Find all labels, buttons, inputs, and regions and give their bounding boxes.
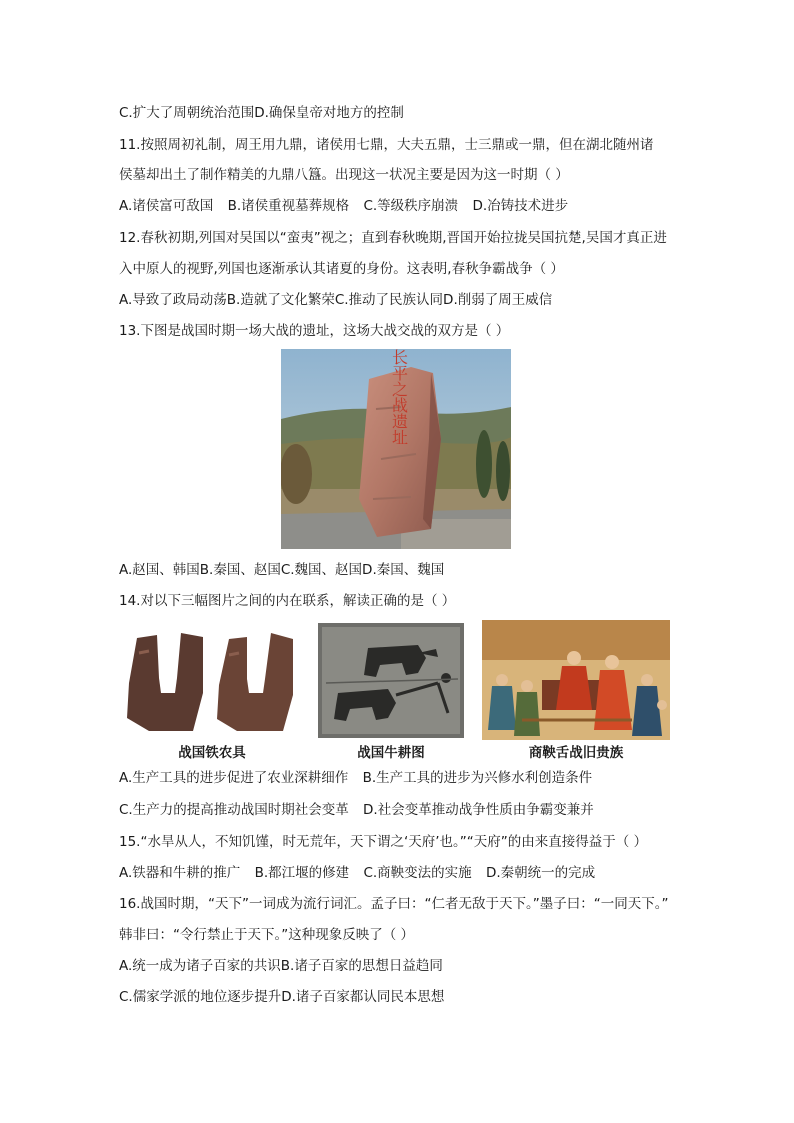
q11-stem-line2: 侯墓却出土了制作精美的九鼎八簋。出现这一状况主要是因为这一时期（ ）: [119, 167, 569, 183]
stele-inscription: 长平之战遗址: [389, 349, 409, 445]
q14-option-a: A.生产工具的进步促进了农业深耕细作: [119, 770, 349, 786]
q11-option-b: B.诸侯重视墓葬规格: [227, 198, 350, 214]
iron-farm-tools-photo: [119, 623, 305, 738]
q11-option-c: C.等级秩序崩溃: [363, 198, 459, 214]
iron-tools-caption: 战国铁农具: [178, 745, 246, 760]
q14-option-d: D.社会变革推动战争性质由争霸变兼并: [363, 802, 594, 818]
ox-plowing-caption: 战国牛耕图: [357, 745, 425, 760]
q14-option-c: C.生产力的提高推动战国时期社会变革: [119, 802, 349, 818]
q11-stem-line1: 11.按照周初礼制，周王用九鼎，诸侯用七鼎，大夫五鼎，士三鼎或一鼎，但在湖北随州诸: [119, 137, 654, 153]
shang-yang-caption: 商鞅舌战旧贵族: [528, 745, 624, 760]
q16-options-line1: A.统一成为诸子百家的共识B.诸子百家的思想日益趋同: [119, 958, 443, 974]
q14-option-b: B.生产工具的进步为兴修水利创造条件: [362, 770, 593, 786]
changping-battle-site-photo: [281, 349, 511, 549]
shang-yang-debate-painting: [482, 620, 670, 740]
q15-option-d: D.秦朝统一的完成: [485, 865, 596, 881]
q14-stem: 14.对以下三幅图片之间的内在联系，解读正确的是（ ）: [119, 593, 456, 609]
q12-stem-line1: 12.春秋初期,列国对吴国以“蛮夷”视之；直到春秋晚期,晋国开始拉拢吴国抗楚,吴国才真正进: [119, 230, 667, 246]
q16-stem-line1: 16.战国时期，“天下”一词成为流行词汇。孟子曰：“仁者无敌于天下。”墨子曰：“一同天下。”: [119, 896, 669, 912]
q15-option-b: B.都江堰的修建: [254, 865, 350, 881]
q13-stem: 13.下图是战国时期一场大战的遗址，这场大战交战的双方是（ ）: [119, 323, 510, 339]
q15-stem: 15.“水旱从人，不知饥馑，时无荒年，天下谓之‘天府’也。”“天府”的由来直接得益于（ ）: [119, 834, 648, 850]
ox-plowing-relief-photo: [318, 623, 464, 738]
q10-options-tail: C.扩大了周朝统治范围D.确保皇帝对地方的控制: [119, 105, 404, 121]
q12-stem-line2: 入中原人的视野,列国也逐渐承认其诸夏的身份。这表明,春秋争霸战争（ ）: [119, 261, 564, 277]
q15-option-c: C.商鞅变法的实施: [363, 865, 472, 881]
q13-options: A.赵国、韩国B.秦国、赵国C.魏国、赵国D.秦国、魏国: [119, 562, 445, 578]
q14-options-cd: [119, 801, 604, 819]
q15-option-a: A.铁器和牛耕的推广: [119, 865, 241, 881]
q11-option-d: D.冶铸技术进步: [472, 198, 569, 214]
q12-options: A.导致了政局动荡B.造就了文化繁荣C.推动了民族认同D.削弱了周王威信: [119, 292, 553, 308]
q11-option-a: A.诸侯富可敌国: [119, 198, 214, 214]
q16-options-line2: C.儒家学派的地位逐步提升D.诸子百家都认同民本思想: [119, 989, 445, 1005]
q14-options-ab: [119, 769, 602, 787]
q11-options: [119, 197, 578, 215]
q15-options: [119, 864, 605, 882]
q16-stem-line2: 韩非曰：“令行禁止于天下。”这种现象反映了（ ）: [119, 927, 415, 943]
